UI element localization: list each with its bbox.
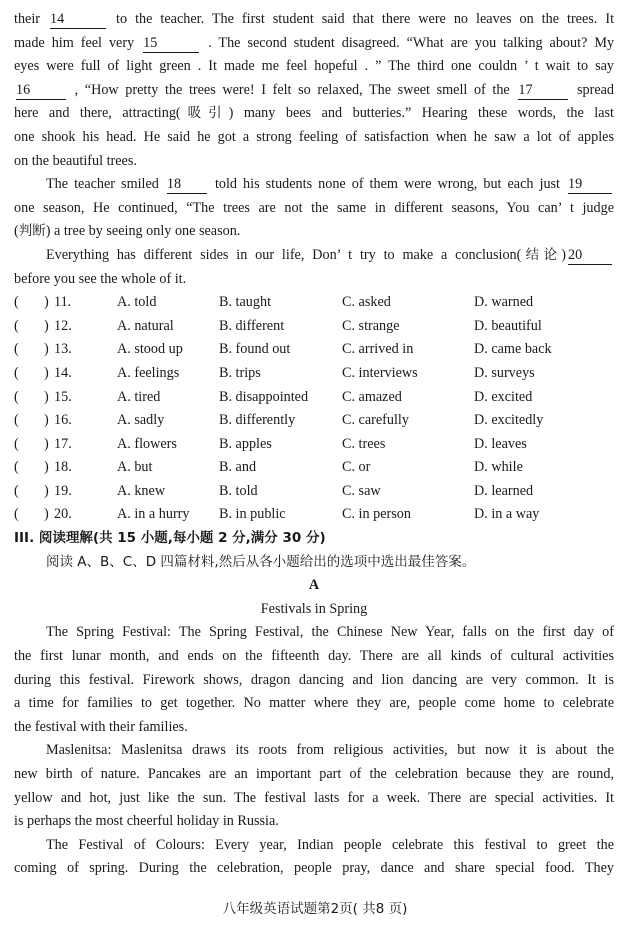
question-row [14, 480, 614, 504]
question-row [14, 362, 614, 386]
blank-19: 19 [568, 176, 612, 194]
cloze-line-4 [14, 79, 614, 103]
question-row [14, 338, 614, 362]
option-a: A. told [117, 294, 157, 311]
cloze-line-10 [14, 220, 614, 244]
option-b: B. disappointed [219, 388, 309, 405]
text: ) many bees and butteries.” Hearing these words, the last [228, 105, 614, 122]
option-b: B. told [219, 482, 258, 499]
blank-18: 18 [167, 176, 207, 194]
answer-paren-open[interactable]: ( [14, 506, 19, 523]
option-a: A. tired [117, 388, 161, 405]
passage-title: Festivals in Spring [260, 600, 368, 617]
blank-20: 20 [568, 247, 612, 265]
cloze-line-11 [14, 244, 614, 268]
section-instruction: 阅读 A、B、C、D 四篇材料,然后从各小题给出的选项中选出最佳答案。 [46, 553, 476, 570]
answer-paren-close: ) [44, 412, 49, 429]
passage-line: Maslenitsa: Maslenitsa draws its roots from religious activities, but now it is about the [46, 742, 614, 759]
answer-paren-close: ) [44, 506, 49, 523]
text: told his students none of them were wrong, but each just [214, 176, 560, 193]
cloze-line-7 [14, 150, 614, 174]
passage-line: The Festival of Colours: Every year, Indian people celebrate this festival to greet the [46, 836, 614, 853]
option-c: C. saw [342, 482, 381, 499]
text: their [14, 11, 40, 27]
option-a: A. knew [117, 482, 166, 499]
option-c: C. or [342, 459, 371, 476]
option-c: C. strange [342, 317, 400, 334]
option-d: D. excitedly [474, 412, 544, 429]
answer-paren-close: ) [44, 482, 49, 499]
passage-letter: A [308, 577, 320, 594]
option-d: D. surveys [474, 364, 535, 381]
passage-line: a time for families to get together. No matter where they are, people come home to celebrate [14, 695, 614, 712]
question-row [14, 433, 614, 457]
question-row [14, 386, 614, 410]
text: The teacher smiled [46, 176, 159, 193]
page-footer: 八年级英语试题第2页( 共8 页) [222, 901, 408, 917]
option-d: D. in a way [474, 506, 540, 523]
option-b: B. different [219, 317, 285, 334]
text: to the teacher. The first student said that there were no leaves on the trees. It [116, 11, 614, 27]
text: made him feel very [14, 34, 135, 51]
text: , “How pretty the trees were! I felt so relaxed, The sweet smell of the [74, 81, 510, 98]
question-row [14, 503, 614, 527]
option-d: D. leaves [474, 435, 527, 452]
text: here and there, attracting( [14, 105, 181, 122]
question-number: 18. [54, 459, 72, 476]
option-d: D. learned [474, 482, 534, 499]
cloze-line-12 [14, 268, 614, 292]
cloze-line-9 [14, 197, 614, 221]
option-c: C. asked [342, 294, 391, 311]
option-d: D. warned [474, 294, 534, 311]
text: eyes were full of light green . It made me feel hopeful . ” The third one couldn ’ t wait to say [14, 58, 614, 75]
option-b: B. taught [219, 294, 272, 311]
blank-15: 15 [143, 35, 199, 53]
passage-line: yellow and hot, just like the sun. The festival lasts for a week. There are special activities. It [14, 789, 614, 806]
passage-line: is perhaps the most cheerful holiday in Russia. [14, 813, 279, 830]
answer-paren-close: ) [44, 435, 49, 452]
option-c: C. trees [342, 435, 386, 452]
question-number: 19. [54, 482, 72, 499]
chinese-gloss: 吸引 [180, 105, 229, 122]
option-d: D. came back [474, 341, 552, 358]
passage-line: The Spring Festival: The Spring Festival, the Chinese New Year, falls on the first day of [46, 624, 614, 641]
answer-paren-close: ) [44, 294, 49, 311]
passage-body [14, 621, 614, 881]
question-row [14, 456, 614, 480]
option-a: A. flowers [117, 435, 177, 452]
option-a: A. but [117, 459, 153, 476]
answer-paren-open[interactable]: ( [14, 341, 19, 358]
cloze-line-2 [14, 32, 614, 56]
option-a: A. feelings [117, 364, 180, 381]
option-b: B. found out [219, 341, 291, 358]
question-number: 13. [54, 341, 72, 358]
cloze-line-5 [14, 102, 614, 126]
text: ( [14, 223, 19, 240]
option-d: D. beautiful [474, 317, 542, 334]
option-c: C. interviews [342, 364, 418, 381]
question-row [14, 315, 614, 339]
passage-line: during this festival. Firework shows, dragon dancing and lion dancing are very common. It is [14, 671, 614, 688]
answer-paren-open[interactable]: ( [14, 459, 19, 476]
answer-paren-open[interactable]: ( [14, 294, 19, 311]
question-number: 20. [54, 506, 72, 523]
question-number: 12. [54, 317, 72, 334]
text: spread [576, 81, 614, 98]
answer-paren-open[interactable]: ( [14, 482, 19, 499]
passage-line: new birth of nature. Pancakes are an important part of the celebration because they are round, [14, 766, 614, 782]
text: before you see the whole of it. [14, 270, 187, 287]
option-c: C. amazed [342, 388, 402, 405]
option-a: A. stood up [117, 341, 183, 358]
text: one season, He continued, “The trees are not the same in different seasons, You can’ t judge [14, 199, 614, 216]
answer-paren-open[interactable]: ( [14, 317, 19, 334]
option-b: B. apples [219, 435, 272, 452]
option-b: B. differently [219, 412, 296, 429]
option-c: C. arrived in [342, 341, 414, 358]
answer-paren-close: ) [44, 341, 49, 358]
question-list [14, 291, 614, 527]
section-heading: III. 阅读理解(共 15 小题,每小题 2 分,满分 30 分) [14, 530, 326, 547]
option-b: B. trips [219, 364, 261, 381]
question-row [14, 291, 614, 315]
blank-17: 17 [518, 82, 568, 100]
text: one shook his head. He said he got a strong feeling of satisfaction when he saw a lot of apples [14, 128, 614, 145]
question-number: 15. [54, 388, 72, 405]
answer-paren-open[interactable]: ( [14, 388, 19, 405]
text: ) [561, 246, 566, 263]
question-number: 17. [54, 435, 72, 452]
text: on the beautiful trees. [14, 152, 137, 169]
passage-line: the festival with their families. [14, 718, 188, 735]
passage-line: the first lunar month, and ends on the fifteenth day. There are all kinds of cultural activities [14, 648, 614, 665]
question-number: 16. [54, 412, 72, 429]
answer-paren-close: ) [44, 459, 49, 476]
text: Everything has different sides in our life, Don’ t try to make a conclusion( [46, 246, 522, 263]
question-row [14, 409, 614, 433]
cloze-line-8 [14, 173, 614, 197]
exam-page [14, 8, 614, 881]
answer-paren-close: ) [44, 388, 49, 405]
option-c: C. carefully [342, 412, 409, 429]
answer-paren-open[interactable]: ( [14, 412, 19, 429]
text: . The second student disagreed. “What are you talking about? My [208, 34, 614, 51]
option-a: A. sadly [117, 412, 165, 429]
option-a: A. in a hurry [117, 506, 190, 523]
text: ) a tree by seeing only one season. [45, 223, 241, 240]
option-b: B. and [219, 459, 257, 476]
option-d: D. while [474, 459, 523, 476]
answer-paren-open[interactable]: ( [14, 364, 19, 381]
answer-paren-open[interactable]: ( [14, 435, 19, 452]
passage-line: coming of spring. During the celebration, people pray, dance and share special food. They [14, 860, 614, 877]
chinese-gloss: 判断 [18, 223, 46, 240]
option-c: C. in person [342, 506, 411, 523]
cloze-line-3 [14, 55, 614, 79]
blank-16: 16 [16, 82, 66, 100]
option-d: D. excited [474, 388, 533, 405]
blank-14: 14 [50, 11, 106, 29]
question-number: 11. [54, 294, 72, 311]
answer-paren-close: ) [44, 364, 49, 381]
cloze-line-6 [14, 126, 614, 150]
chinese-gloss: 结论 [521, 246, 562, 263]
option-b: B. in public [219, 506, 286, 523]
cloze-line-1 [14, 8, 614, 32]
option-a: A. natural [117, 317, 174, 334]
answer-paren-close: ) [44, 317, 49, 334]
question-number: 14. [54, 364, 72, 381]
